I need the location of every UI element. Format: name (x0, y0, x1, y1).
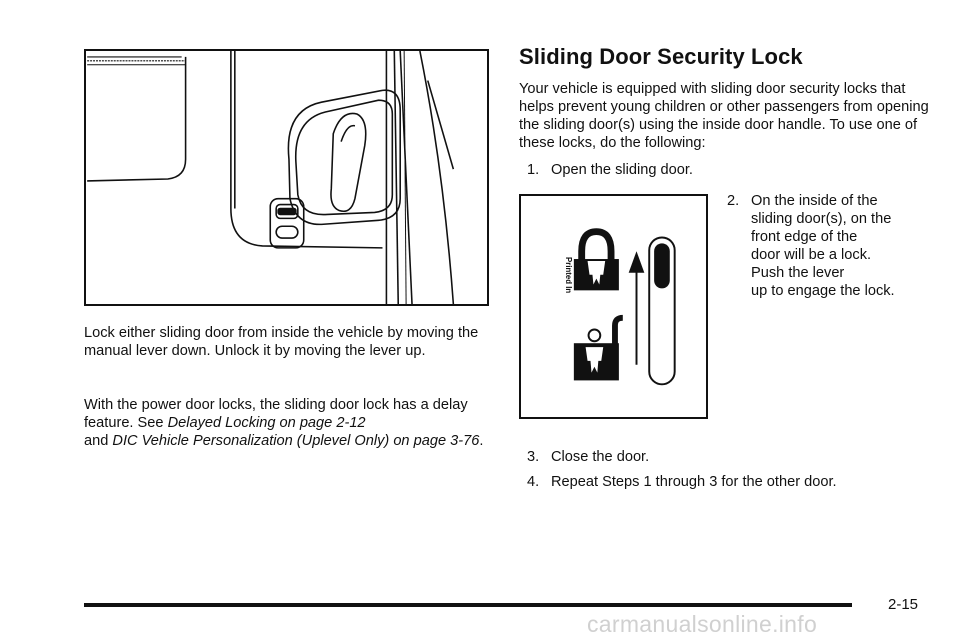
step-text: Repeat Steps 1 through 3 for the other door. (551, 474, 837, 490)
step-2 (727, 192, 895, 300)
step-number: 1. (527, 162, 540, 178)
step-text: Open the sliding door. (551, 162, 693, 178)
step-text: door will be a lock. (751, 247, 872, 263)
locked-child-icon (574, 232, 619, 291)
child-lock-illustration (521, 196, 706, 417)
unlocked-child-icon (574, 318, 623, 381)
step-text: On the inside of the (751, 193, 878, 209)
intro-paragraph: Your vehicle is equipped with sliding door security locks that helps prevent young children or other passengers from opening the sliding door(s) using the inside door handle. To use one of these locks, do the following: (519, 81, 929, 151)
step-4 (527, 473, 837, 491)
step-text: Close the door. (551, 449, 650, 465)
paragraph-and-text: and (84, 433, 113, 449)
step-text: up to engage the lock. (751, 283, 895, 299)
printed-in-label: Printed In (564, 257, 574, 294)
link-dic-personalization[interactable]: DIC Vehicle Personalization (Uplevel Only) on page 3-76 (112, 433, 480, 449)
paragraph-end-text: . (479, 433, 484, 449)
step-3 (527, 448, 649, 466)
child-lock-figure (519, 194, 708, 419)
step-text: Push the lever (751, 265, 845, 281)
link-delayed-locking[interactable]: Delayed Locking on page 2-12 (167, 415, 366, 431)
step-number: 3. (527, 449, 540, 465)
door-handle-figure (84, 49, 489, 306)
door-handle-illustration (86, 51, 487, 304)
page-number: 2-15 (888, 596, 919, 613)
step-text: sliding door(s), on the (751, 211, 892, 227)
section-heading: Sliding Door Security Lock (519, 44, 803, 69)
watermark: carmanualsonline.info (587, 611, 818, 637)
paragraph-delay-feature (84, 396, 494, 450)
step-1 (527, 161, 693, 179)
footer-rule (84, 603, 852, 607)
step-number: 2. (727, 193, 740, 209)
step-number: 4. (527, 474, 540, 490)
lock-lever (654, 243, 670, 288)
paragraph-lock-instructions: Lock either sliding door from inside the vehicle by moving the manual lever down. Unlock it by moving the lever up. (84, 325, 479, 359)
step-text: front edge of the (751, 229, 858, 245)
paragraph-delay-text: With the power door locks, the sliding door lock has a delay feature. See (84, 397, 468, 431)
